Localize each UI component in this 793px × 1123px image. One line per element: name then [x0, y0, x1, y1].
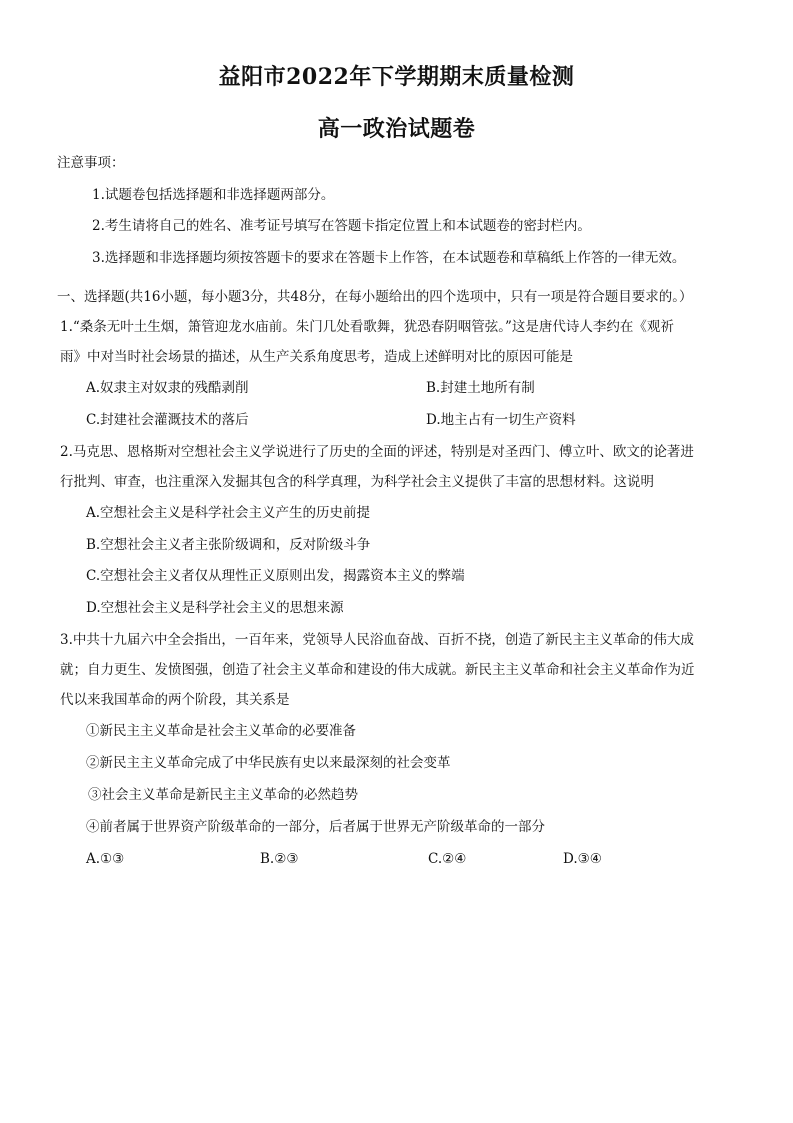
notice-label: 注意事项：: [57, 155, 125, 171]
exam-subtitle: 高一政治试题卷: [317, 116, 476, 142]
question-3-option-b: B.②③: [260, 851, 299, 867]
question-3-line: 3.中共十九届六中全会指出，一百年来，党领导人民浴血奋战、百折不挠，创造了新民主主义革命的伟大成: [60, 632, 694, 648]
question-3-statement: ③社会主义革命是新民主主义革命的必然趋势: [88, 787, 358, 803]
exam-title: 益阳市2022年下学期期末质量检测: [218, 64, 575, 90]
question-2-line: 行批判、审查，也注重深入发掘其包含的科学真理，为科学社会主义提供了丰富的思想材料。这说明: [60, 474, 654, 490]
question-2-option-c: C.空想社会主义者仅从理性正义原则出发，揭露资本主义的弊端: [86, 568, 465, 584]
question-1-option-c: C.封建社会灌溉技术的落后: [86, 412, 249, 428]
question-3-line: 代以来我国革命的两个阶段，其关系是: [60, 692, 290, 708]
question-2-option-b: B.空想社会主义者主张阶级调和，反对阶级斗争: [86, 537, 371, 553]
question-1-option-b: B.封建土地所有制: [426, 380, 535, 396]
question-2-line: 2.马克思、恩格斯对空想社会主义学说进行了历史的全面的评述，特别是对圣西门、傅立叶、欧文的论著进: [60, 444, 694, 460]
notice-item: 1.试题卷包括选择题和非选择题两部分。: [92, 187, 335, 203]
question-1-line: 1.“桑条无叶土生烟，箫管迎龙水庙前。朱门几处看歌舞，犹恐春阴咽管弦。”这是唐代诗人李约在《观祈: [60, 319, 674, 335]
question-3-option-a: A.①③: [86, 851, 125, 867]
question-2-option-d: D.空想社会主义是科学社会主义的思想来源: [86, 600, 344, 616]
section-heading: 一、选择题(共16小题，每小题3分，共48分，在每小题给出的四个选项中，只有一项是符合题目要求的。）: [57, 289, 693, 305]
question-3-statement: ②新民主主义革命完成了中华民族有史以来最深刻的社会变革: [86, 755, 451, 771]
notice-item: 2.考生请将自己的姓名、准考证号填写在答题卡指定位置上和本试题卷的密封栏内。: [92, 218, 591, 234]
question-3-line: 就；自力更生、发愤图强，创造了社会主义革命和建设的伟大成就。新民主主义革命和社会主义革命作为近: [60, 662, 695, 678]
question-3-option-d: D.③④: [563, 851, 602, 867]
question-1-option-a: A.奴隶主对奴隶的残酷剥削: [86, 380, 249, 396]
question-1-option-d: D.地主占有一切生产资料: [426, 412, 576, 428]
question-3-option-c: C.②④: [428, 851, 467, 867]
notice-item: 3.选择题和非选择题均须按答题卡的要求在答题卡上作答，在本试题卷和草稿纸上作答的一律无效。: [92, 250, 686, 266]
question-1-line: 雨》中对当时社会场景的描述，从生产关系角度思考，造成上述鲜明对比的原因可能是: [60, 349, 573, 365]
question-2-option-a: A.空想社会主义是科学社会主义产生的历史前提: [86, 505, 371, 521]
question-3-statement: ④前者属于世界资产阶级革命的一部分，后者属于世界无产阶级革命的一部分: [86, 819, 545, 835]
question-3-statement: ①新民主主义革命是社会主义革命的必要准备: [86, 723, 356, 739]
